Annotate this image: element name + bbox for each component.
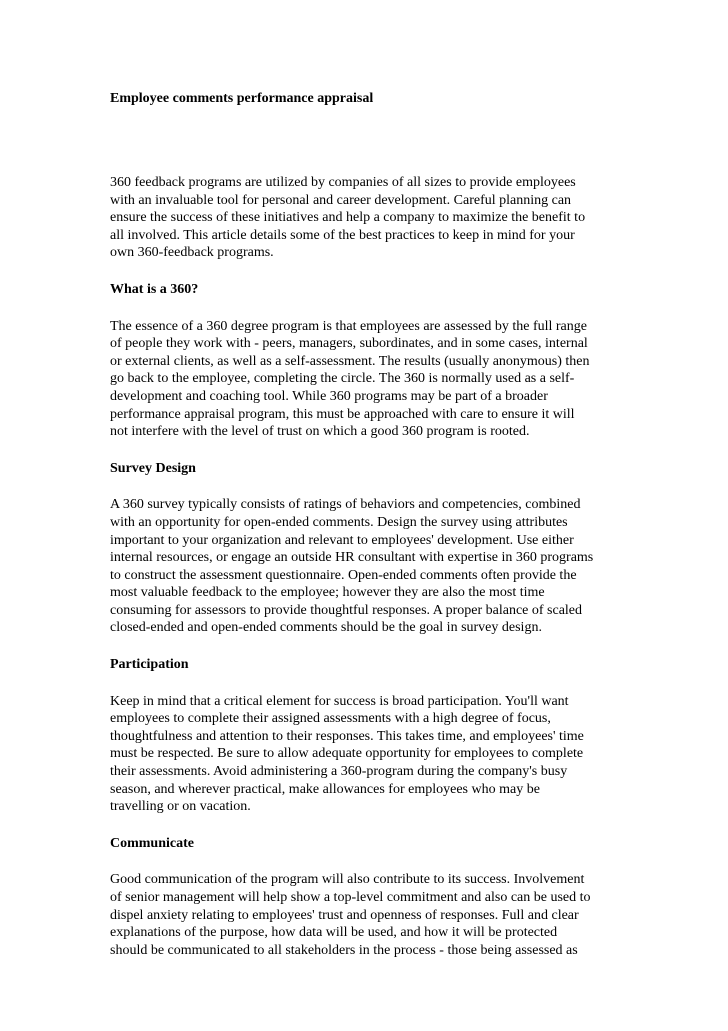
text-line: their assessments. Avoid administering a 360-program during the company's busy bbox=[110, 764, 568, 780]
text-line: go back to the employee, completing the circle. The 360 is normally used as a self- bbox=[110, 371, 575, 387]
text-line: to construct the assessment questionnaire. Open-ended comments often provide the bbox=[110, 567, 577, 583]
text-line: development and coaching tool. While 360 programs may be part of a broader bbox=[110, 388, 548, 404]
text-line: consuming for assessors to provide thoughtful responses. A proper balance of scaled bbox=[110, 602, 583, 618]
text-line: of senior management will help show a top-level commitment and also can be used to bbox=[110, 890, 591, 905]
heading-communicate: Communicate bbox=[110, 835, 194, 851]
text-line: must be respected. Be sure to allow adequate opportunity for employees to complete bbox=[110, 746, 584, 762]
text-line: most valuable feedback to the employee; however they are also the most time bbox=[110, 585, 545, 601]
text-line: should be communicated to all stakeholders in the process - those being assessed as bbox=[110, 942, 578, 958]
text-line: season, and wherever practical, make allowances for employees who may be bbox=[110, 781, 540, 797]
text-line: closed-ended and open-ended comments should be the goal in survey design. bbox=[110, 620, 542, 636]
text-line: with an opportunity for open-ended comments. Design the survey using attributes bbox=[110, 514, 568, 530]
text-line: with an invaluable tool for personal and career development. Careful planning can bbox=[110, 192, 572, 208]
what-is-360-paragraph bbox=[110, 318, 630, 441]
text-line: Keep in mind that a critical element for success is broad participation. You'll want bbox=[110, 693, 569, 709]
text-line: internal resources, or engage an outside HR consultant with expertise in 360 programs bbox=[110, 550, 594, 566]
text-line: performance appraisal program, this must be approached with care to ensure it will bbox=[110, 406, 575, 422]
text-line: A 360 survey typically consists of ratings of behaviors and competencies, combined bbox=[110, 497, 581, 513]
text-line: 360 feedback programs are utilized by companies of all sizes to provide employees bbox=[110, 175, 576, 190]
text-line: dispel anxiety relating to employees' trust and openness of responses. Full and clear bbox=[110, 907, 579, 923]
text-line: The essence of a 360 degree program is that employees are assessed by the full range bbox=[110, 318, 587, 334]
heading-participation: Participation bbox=[110, 657, 189, 673]
heading-what-is-360: What is a 360? bbox=[110, 281, 199, 297]
text-line: travelling or on vacation. bbox=[110, 799, 251, 815]
page-title: Employee comments performance appraisal bbox=[110, 91, 374, 106]
text-line: own 360-feedback programs. bbox=[110, 245, 274, 261]
text-line: employees to complete their assigned assessments with a high degree of focus, bbox=[110, 711, 551, 727]
text-line: ensure the success of these initiatives and help a company to maximize the benefit to bbox=[110, 210, 586, 226]
text-line: Good communication of the program will also contribute to its success. Involvement bbox=[110, 872, 585, 888]
text-line: explanations of the purpose, how data will be used, and how it will be protected bbox=[110, 925, 558, 941]
participation-paragraph bbox=[110, 693, 630, 816]
text-line: thoughtfulness and attention to their responses. This takes time, and employees' time bbox=[110, 728, 584, 744]
text-line: not interfere with the level of trust on which a good 360 program is rooted. bbox=[110, 424, 530, 440]
text-line: or external clients, as well as a self-assessment. The results (usually anonymous) then bbox=[110, 353, 590, 369]
text-line: all involved. This article details some of the best practices to keep in mind for your bbox=[110, 227, 575, 243]
intro-paragraph bbox=[110, 174, 630, 262]
survey-design-paragraph bbox=[110, 496, 630, 637]
document-body bbox=[110, 174, 630, 978]
text-line: of people they work with - peers, managers, subordinates, and in some cases, internal bbox=[110, 336, 588, 352]
communicate-paragraph bbox=[110, 871, 630, 959]
heading-survey-design: Survey Design bbox=[110, 460, 196, 476]
text-line: important to your organization and relevant to employees' development. Use either bbox=[110, 532, 574, 548]
